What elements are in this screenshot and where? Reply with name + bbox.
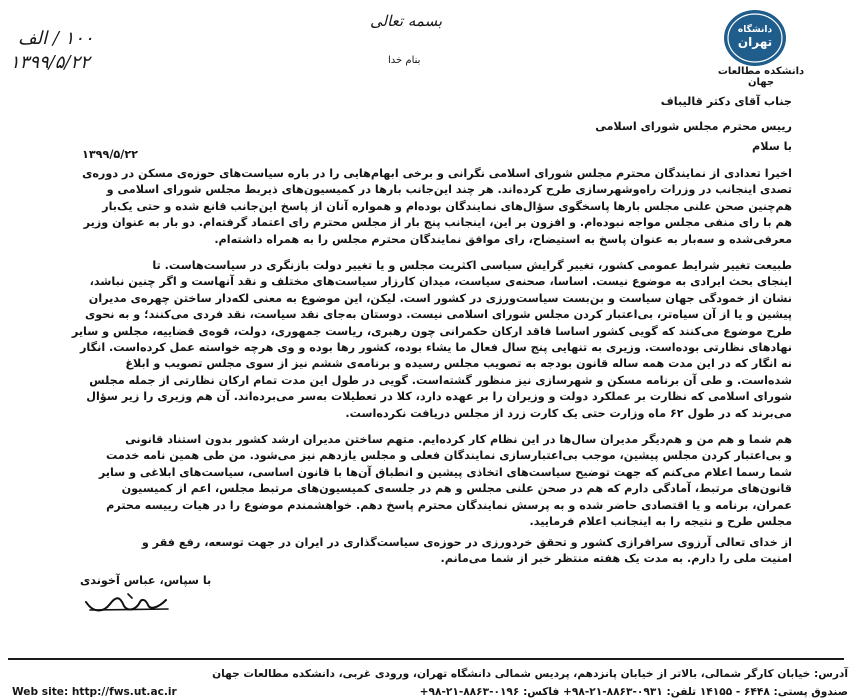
reference-number: ۱۰۰ / الف [18, 28, 94, 49]
closing-signoff: با سپاس، عباس آخوندی [80, 574, 212, 587]
paragraph-4 [70, 535, 792, 568]
recipient-name: جناب آقای دکتر قالیباف [660, 95, 792, 108]
paragraph-line: نشان از خمودگی جهان سیاست و بن‌بست سیاست‌ورزی در کشور است. لیکن، این موضوع به معنی لکه‌دار ساختن چهره‌ی مدیران [88, 291, 792, 305]
paragraph-3 [70, 432, 792, 530]
paragraph-line: پیشین و یا از آن سیاه‌تر، بی‌اعتبار کردن مجلس شورای اسلامی نیست. دوستان به‌جای نقد سیاست، نقد فردی می‌کنند؛ و به نحوی [84, 308, 792, 322]
paragraph-line: شده‌است. و طی آن برنامه مسکن و شهرسازی نیز منظور گشته‌است. گویی در طول این مدت تمام ارکان نظارتی از جمله مجلس [89, 373, 792, 387]
paragraph-line: معرفی‌شده و سه‌بار به عنوان پاسخ به استیضاح، رای موافق نمایندگان محترم مجلس را به همراه داشته‌ام. [214, 232, 792, 246]
reference-date: ۱۳۹۹/۵/۲۲ [10, 52, 90, 73]
faculty-name: دانشکده مطالعات جهان [717, 66, 805, 88]
recipient-title: رییس محترم مجلس شورای اسلامی [595, 120, 792, 133]
footer-website[interactable]: Web site: http://fws.ut.ac.ir [12, 686, 177, 698]
paragraph-line: طرح موضوع می‌کنند که گویی کشور اساسا فاقد ارکان حکمرانی چون رهبری، ریاست جمهوری، دولت، قوه‌ی قضاییه، مجلس و سایر [71, 324, 792, 338]
paragraph-line: مجلس طرح و نتیجه را به اینجانب اعلام فرمایید. [529, 515, 792, 529]
paragraph-line: شورای اسلامی که نظارت بر عملکرد دولت و وزیران را بر عهده دارد، کلا در تعطیلات به‌سر می‌برده‌اند. آن هم وزیری را زیر سؤال [86, 390, 792, 404]
paragraph-line: هم‌چنین صحن علنی مجلس بارها پاسخگوی سؤال‌های نمایندگان بوده‌ام و همواره آنان از پاسخ این‌جانب قانع شده و حتی یک‌بار [102, 199, 792, 213]
footer-contact: صندوق پستی: ۶۴۴۸ - ۱۴۱۵۵ تلفن: ۰۹۳۱-۸۸۶۳-۲۱-۹۸+ فاکس: ۰۱۹۶-۸۸۶۳-۲۱-۹۸+ [419, 686, 848, 698]
paragraph-2 [70, 258, 792, 422]
paragraph-1 [70, 166, 792, 248]
paragraph-line: قانون‌های مرتبط، آمادگی دارم که هم در صحن علنی مجلس و هم در جلسه‌ی کمیسیون‌های مرتبط مجلس، اعم از کمیسیون [121, 482, 792, 496]
logo-text-top: دانشگاه [737, 25, 773, 35]
paragraph-line: از خدای تعالی آرزوی سرافرازی کشور و تحقق خردورزی در حوزه‌ی سیاست‌گذاری در ایران در جهت توسعه، رفع فقر و [141, 536, 792, 549]
letter-date: ۱۳۹۹/۵/۲۲ [82, 148, 138, 161]
paragraph-line: تصدی اینجانب در وزرات راه‌وشهرسازی طرح کرده‌اند. هر چند این‌جانب بارها در کمیسیون‌های ذیربط مجلس شورای اسلامی و [106, 183, 792, 197]
university-logo-icon [722, 8, 788, 68]
paragraph-line: نه انگار که در این مدت همه ساله قانون بودجه به تصویب مجلس رسیده و برنامه‌ی ششم نیز از سوی مجلس تصویب و ابلاغ [125, 357, 792, 371]
paragraph-line: و بی‌اعتبار کردن مجلس پیشین، موجب بی‌اعتبارسازی نمایندگان فعلی و مجلس یازدهم نیز می‌شود. من طی همین نامه خدمت [106, 449, 792, 463]
footer-address: آدرس: خیابان کارگر شمالی، بالاتر از خیابان پانزدهم، پردیس شمالی دانشگاه تهران، ورودی غربی، دانشکده مطالعات جهان [212, 668, 848, 680]
paragraph-line: اینجای بحث ایرادی به موضوع نیست. اساسا، صحنه‌ی سیاست، میدان کارزار سیاست‌های مختلف و نقد آنهاست و اگر چنین نباشد، [89, 275, 792, 289]
paragraph-line: شما رسما اعلام می‌کنم که جهت توضیح سیاست‌های اتخاذی پیشین و انطباق آن‌ها با قانون اساسی، سیاست‌های ابلاغی و سایر [98, 465, 792, 479]
logo-text-main: تهران [737, 35, 773, 49]
signature-icon [80, 588, 175, 618]
paragraph-line: اخیرا تعدادی از نمایندگان محترم مجلس شورای اسلامی نگرانی و برخی ابهام‌هایی را در باره سیاست‌های حوزه‌ی مسکن در دوره‌ی [82, 167, 792, 180]
paragraph-line: عمران، برنامه و یا اقتصادی حاضر شده و به پرسش نمایندگان محترم پاسخ دهم. خواهشمندم موضوع را در هیات رییسه محترم [106, 498, 792, 512]
footer-divider [8, 658, 844, 660]
paragraph-line: طبیعت تغییر شرایط عمومی کشور، تغییر گرایش سیاسی اکثریت مجلس و یا تغییر دولت بازنگری در سیاست‌هاست. تا [152, 259, 792, 272]
benam-khoda: بنام خدا [388, 55, 421, 66]
paragraph-line: هم شما و هم من و هم‌دیگر مدیران سال‌ها در این نظام کار کرده‌ایم. متهم ساختن مدیران ارشد کشور بدون استناد قانونی [125, 433, 792, 446]
paragraph-line: می‌برند که در طول ۶۲ ماه وزارت حتی یک کارت زرد از مجلس دریافت نکرده‌است. [345, 406, 792, 420]
bismillah-heading: بسمه تعالی [370, 12, 443, 30]
paragraph-line: نهادهای نظارتی بوده‌است. وزیری به تنهایی پنج سال فعال ما یشاء بوده، کشور رها بوده و وی هرچه خواسته عمل کرده‌است. انگار [79, 341, 792, 355]
paragraph-line: هم با رای منفی مجلس مواجه نبوده‌ام. و افزون بر این، اینجانب پنج بار از مجلس محترم رای اعتماد گرفته‌ام. دو بار به عنوان وزیر [83, 216, 792, 230]
paragraph-line: امنیت ملی را دارم. به مدت یک هفته منتظر خبر از شما می‌مانم. [440, 552, 792, 566]
greeting: با سلام [752, 140, 792, 153]
